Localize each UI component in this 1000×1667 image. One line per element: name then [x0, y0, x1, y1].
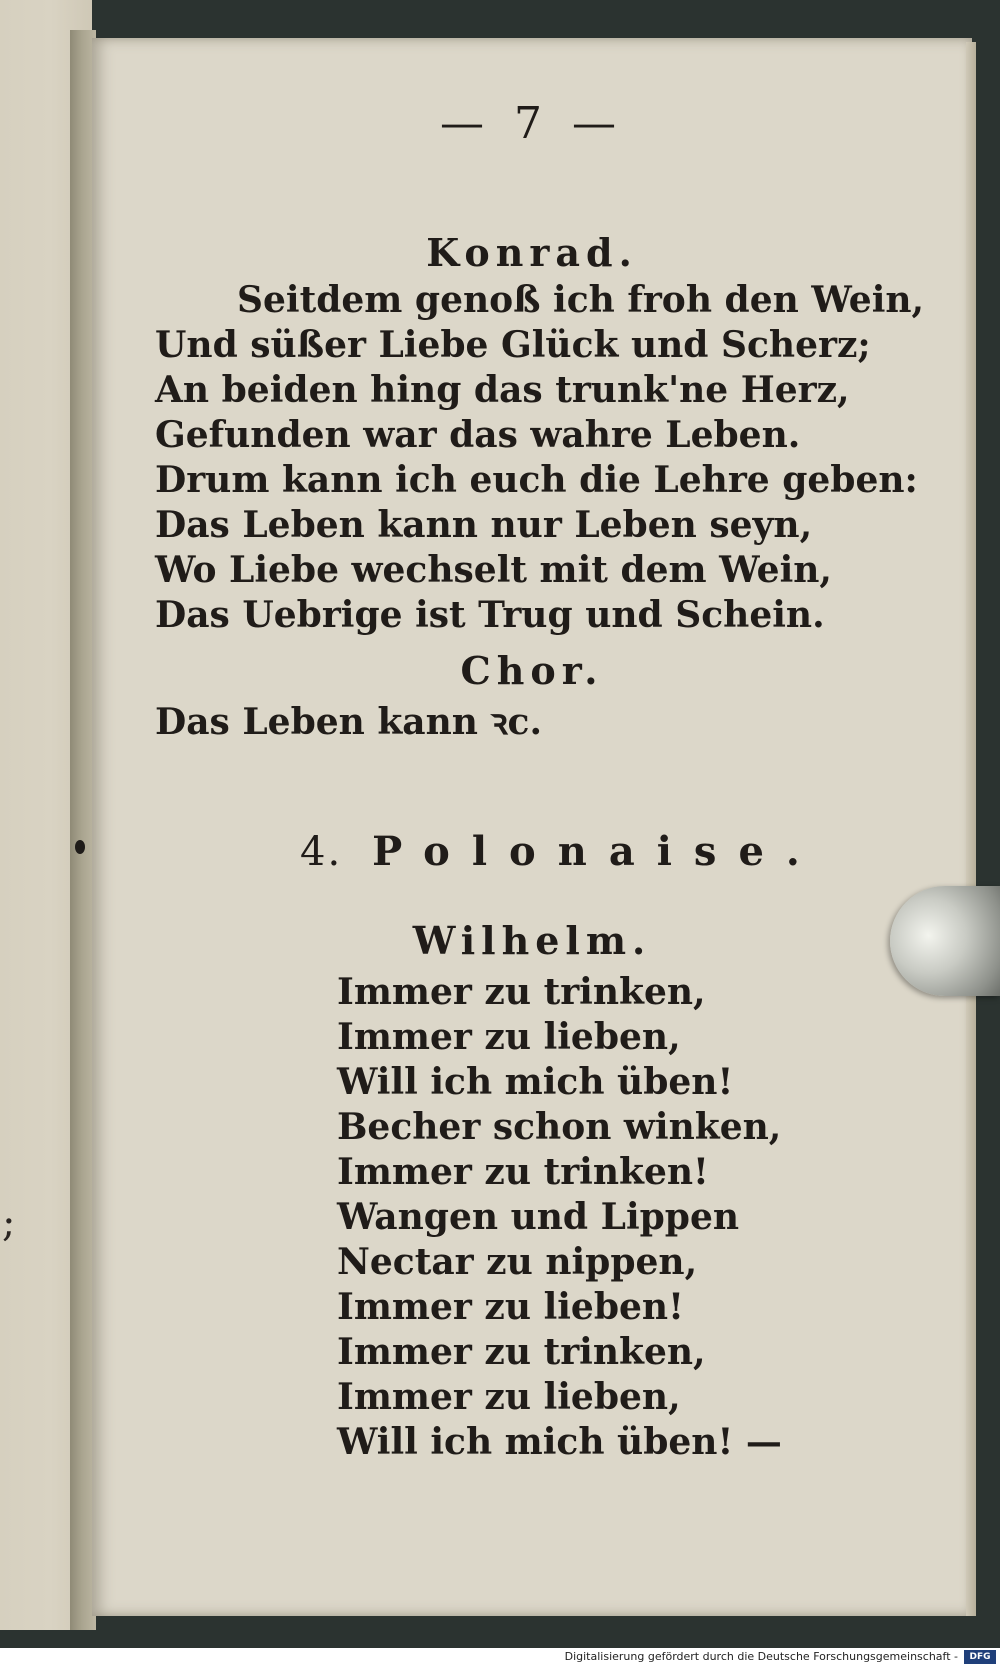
speaker-heading-konrad: Konrad. — [426, 230, 638, 275]
verse-line: Wangen und Lippen — [337, 1196, 740, 1238]
chorus-heading: Chor. — [460, 648, 604, 693]
page-text — [92, 38, 972, 1616]
verse-line: Das Uebrige ist Trug und Schein. — [155, 594, 825, 636]
verse-line: Immer zu lieben! — [337, 1286, 684, 1328]
verse-line: Wo Liebe wechselt mit dem Wein, — [155, 549, 832, 591]
verse-line: Drum kann ich euch die Lehre geben: — [155, 459, 918, 501]
dfg-logo-icon: DFG — [964, 1650, 996, 1664]
page-clip-bookmark — [890, 886, 1000, 996]
section-number: 4. — [300, 829, 343, 875]
footer-credit-text: Digitalisierung gefördert durch die Deutsche Forschungsgemeinschaft - — [564, 1650, 958, 1663]
verse-stanza-wilhelm — [337, 970, 782, 1465]
book-page — [92, 38, 972, 1616]
verse-stanza-konrad — [155, 278, 924, 638]
verse-line: Becher schon winken, — [337, 1106, 782, 1148]
verse-line: Das Leben kann nur Leben seyn, — [155, 504, 813, 546]
verse-line: Immer zu trinken, — [337, 971, 706, 1013]
page-number: — 7 — — [440, 98, 624, 149]
section-name: Polonaise. — [372, 828, 822, 875]
verse-line: Immer zu lieben, — [337, 1016, 681, 1058]
binding-thread-mark — [75, 840, 85, 854]
page-right-edge — [966, 42, 976, 1616]
speaker-heading-wilhelm: Wilhelm. — [412, 918, 652, 963]
previous-page-text-fragment: ; — [2, 1200, 16, 1246]
verse-line: Nectar zu nippen, — [337, 1241, 698, 1283]
digitization-footer — [0, 1648, 1000, 1667]
verse-line: An beiden hing das trunk'ne Herz, — [155, 369, 850, 411]
verse-line: Will ich mich üben! — [337, 1061, 734, 1103]
verse-line: Will ich mich üben! — — [337, 1421, 782, 1463]
verse-line: Und süßer Liebe Glück und Scherz; — [155, 324, 871, 366]
verse-line: Seitdem genoß ich froh den Wein, — [237, 279, 925, 321]
verse-line: Immer zu trinken, — [337, 1331, 706, 1373]
verse-line: Immer zu trinken! — [337, 1151, 709, 1193]
verse-line: Immer zu lieben, — [337, 1376, 681, 1418]
section-title — [300, 828, 822, 875]
verse-line: Gefunden war das wahre Leben. — [155, 414, 801, 456]
chorus-line: Das Leben kann ꝛc. — [155, 701, 543, 743]
